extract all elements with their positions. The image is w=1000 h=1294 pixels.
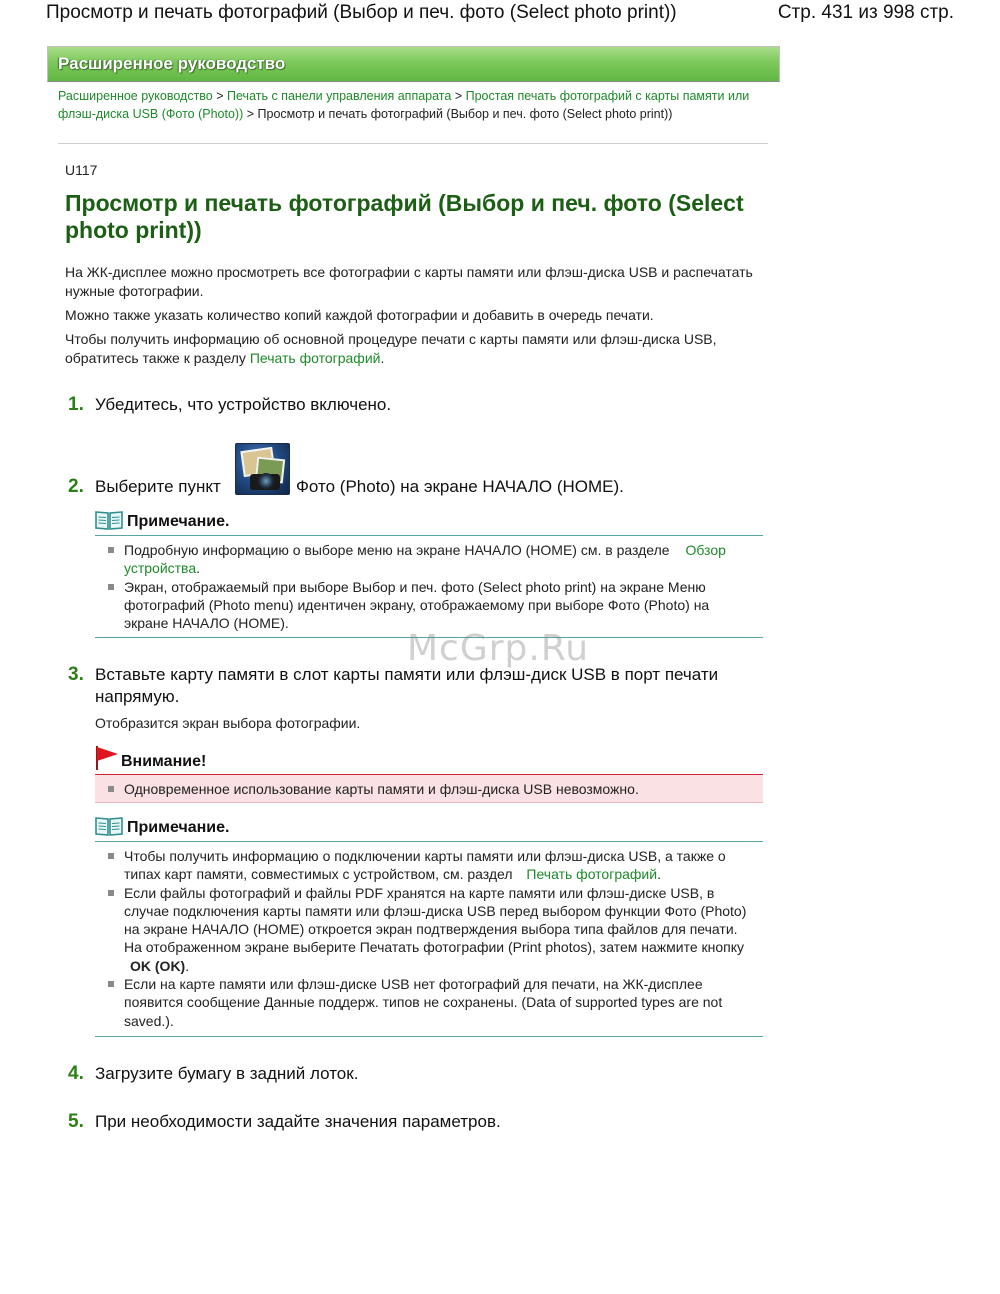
step-number: 5. — [68, 1111, 84, 1132]
step-text: Загрузите бумагу в задний лоток. — [95, 1064, 359, 1083]
page-title: Просмотр и печать фотографий (Выбор и печ. фото (Select photo print)) — [65, 190, 744, 243]
step-3-result: Отобразится экран выбора фотографии. — [95, 715, 361, 731]
breadcrumb-separator: > — [216, 89, 224, 103]
step-text-before: Выберите пункт — [95, 477, 221, 496]
book-icon — [95, 816, 123, 836]
note-heading-label: Примечание. — [127, 513, 230, 530]
note2-item2-text: Если файлы фотографий и файлы PDF хранятся на карте памяти или флэш-диске USB, в случае подключения карты памяти или флэш-диска USB перед выбором функции Фото (Photo) на экране НАЧАЛО (HOME) откроется экран подтверждения выбора типа файлов для печати. На отображенном экране выберите Печатать фотографии (Print photos), затем нажмите кнопку — [124, 884, 747, 956]
link-photo-printing[interactable]: Печать фотографий — [249, 350, 381, 366]
photo-menu-icon — [235, 443, 290, 495]
page-counter: Стр. 431 из 998 стр. — [777, 2, 954, 23]
topic-code: U117 — [65, 162, 98, 178]
warning-list — [95, 780, 755, 798]
list-item — [95, 541, 755, 578]
note1-item1-text: Подробную информацию о выборе меню на экране НАЧАЛО (HOME) см. в разделе — [124, 542, 670, 558]
list-item — [95, 884, 755, 975]
step-number: 4. — [68, 1063, 84, 1084]
step-number: 3. — [68, 664, 84, 685]
intro-paragraph-3-text: Чтобы получить информацию об основной процедуре печати с карты памяти или флэш-диска USB, обратитесь также к разделу — [65, 331, 717, 366]
note-divider — [95, 841, 763, 842]
note-divider — [95, 1036, 763, 1037]
step-number: 2. — [68, 476, 84, 497]
breadcrumb-separator: > — [246, 106, 255, 121]
breadcrumb — [58, 88, 763, 123]
warning-box — [95, 774, 763, 803]
step-text: Убедитесь, что устройство включено. — [95, 395, 392, 414]
step-text: Вставьте карту памяти в слот карты памяти или флэш-диск USB в порт печати напрямую. — [95, 665, 719, 706]
step-number: 1. — [68, 394, 84, 415]
breadcrumb-separator: > — [454, 89, 463, 103]
breadcrumb-divider — [58, 143, 768, 144]
section-banner — [47, 46, 780, 82]
intro-paragraph-3-end: . — [380, 350, 385, 366]
note2-item1-text: Чтобы получить информацию о подключении карты памяти или флэш-диска USB, а также о типах карт памяти, совместимых с устройством, см. раздел — [124, 848, 726, 883]
note2-item1-end: . — [657, 866, 661, 883]
breadcrumb-link-advanced-guide[interactable]: Расширенное руководство — [58, 89, 213, 103]
note1-item1-end: . — [196, 560, 201, 577]
list-item: Одновременное использование карты памяти и флэш-диска USB невозможно. — [95, 780, 755, 798]
intro-paragraph-2: Можно также указать количество копий каждой фотографии и добавить в очередь печати. — [65, 307, 654, 323]
note-list-2 — [95, 847, 755, 1030]
ok-button-label: OK (OK) — [130, 957, 186, 974]
note-list-1 — [95, 541, 755, 632]
list-item — [95, 847, 755, 884]
warning-heading-label: Внимание! — [121, 753, 207, 770]
breadcrumb-current: Просмотр и печать фотографий (Выбор и печ. фото (Select photo print)) — [257, 106, 673, 121]
note-divider — [95, 535, 763, 536]
link-photo-printing[interactable]: Печать фотографий — [526, 866, 658, 883]
step-text-after: Фото (Photo) на экране НАЧАЛО (HOME). — [296, 477, 624, 496]
banner-label: Расширенное руководство — [58, 54, 286, 73]
warning-flag-icon — [95, 745, 119, 771]
intro-paragraph-3 — [65, 330, 765, 368]
page-header — [0, 0, 1000, 30]
link-device-overview[interactable]: Обзор устройства — [124, 542, 726, 577]
list-item: Если на карте памяти или флэш-диске USB нет фотографий для печати, на ЖК-дисплее появится сообщение Данные поддерж. типов не сохранены. (Data of supported types are not saved.). — [95, 975, 755, 1030]
note-heading-label: Примечание. — [127, 819, 230, 836]
step-text: При необходимости задайте значения параметров. — [95, 1112, 501, 1131]
list-item: Экран, отображаемый при выборе Выбор и печ. фото (Select photo print) на экране Меню фотографий (Photo menu) идентичен экрану, отображаемому при выборе Фото (Photo) на экране НАЧАЛО (HOME). — [95, 578, 755, 633]
page-header-title: Просмотр и печать фотографий (Выбор и печ. фото (Select photo print)) — [46, 2, 677, 23]
note2-item2-end: . — [185, 957, 190, 974]
breadcrumb-link-panel-print[interactable]: Печать с панели управления аппарата — [227, 89, 452, 103]
watermark: McGrp.Ru — [407, 628, 590, 669]
book-icon — [95, 510, 123, 530]
breadcrumb-link-simple-print[interactable]: Простая печать фотографий с карты памяти или флэш-диска USB (Фото (Photo)) — [58, 89, 750, 121]
intro-paragraph-1: На ЖК-дисплее можно просмотреть все фотографии с карты памяти или флэш-диска USB и распечатать нужные фотографии. — [65, 264, 753, 299]
